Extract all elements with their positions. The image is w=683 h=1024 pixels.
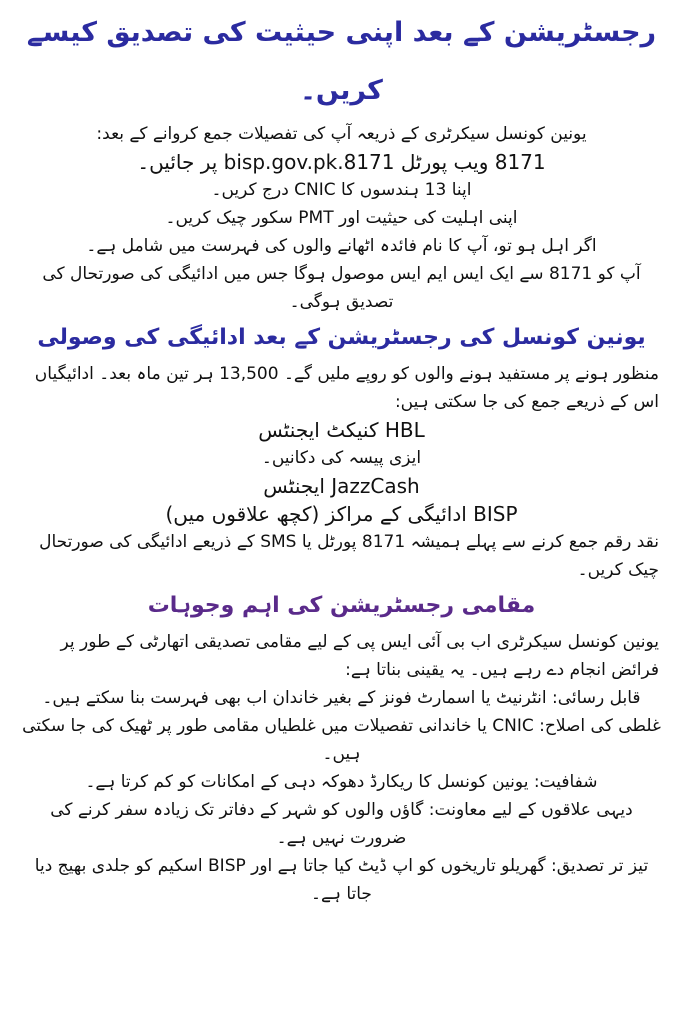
reason-transparency: شفافیت: یونین کونسل کا ریکارڈ دھوکہ دہی کے امکانات کو کم کرتا ہے۔ bbox=[85, 772, 598, 792]
status-check-step-cnic: اپنا 13 ہندسوں کا CNIC درج کریں۔ bbox=[211, 180, 472, 200]
section-title-payment: یونین کونسل کی رجسٹریشن کے بعد ادائیگی کی وصولی bbox=[37, 325, 646, 350]
section-title-local-registration: مقامی رجسٹریشن کی اہم وجوہات bbox=[147, 593, 536, 618]
status-check-step-pmt: اپنی اہلیت کی حیثیت اور PMT سکور چیک کریں۔ bbox=[165, 208, 518, 228]
status-check-step-eligible: اگر اہل ہو تو، آپ کا نام فائدہ اٹھانے والوں کی فہرست میں شامل ہے۔ bbox=[86, 236, 597, 256]
payment-channel-bisp-centers: BISP ادائیگی کے مراکز (کچھ علاقوں میں) bbox=[165, 502, 518, 526]
section-title-status-check: رجسٹریشن کے بعد اپنی حیثیت کی تصدیق کیسے کریں۔ bbox=[26, 17, 657, 106]
status-check-step-portal: 8171 ویب پورٹل bisp.gov.pk.8171 پر جائیں۔ bbox=[137, 150, 546, 174]
payment-note: نقد رقم جمع کرنے سے پہلے ہمیشہ 8171 پورٹل یا SMS کے ذریعے ادائیگی کی صورتحال چیک کریں۔ bbox=[39, 532, 659, 580]
status-check-step-sms: آپ کو 8171 سے ایک ایس ایم ایس موصول ہوگا جس میں ادائیگی کی صورتحال کی تصدیق ہوگی۔ bbox=[42, 264, 641, 312]
reason-error-correction: غلطی کی اصلاح: CNIC یا خاندانی تفصیلات میں غلطیاں مقامی طور پر ٹھیک کی جا سکتی ہیں۔ bbox=[22, 716, 661, 764]
payment-channel-jazzcash: JazzCash ایجنٹس bbox=[263, 474, 420, 498]
reason-fast-verification: تیز تر تصدیق: گھریلو تاریخوں کو اپ ڈیٹ کیا جاتا ہے اور BISP اسکیم کو جلدی بھیج دیا جاتا ہے۔ bbox=[34, 856, 649, 904]
status-check-intro: یونین کونسل سیکرٹری کے ذریعہ آپ کی تفصیلات جمع کروانے کے بعد: bbox=[96, 124, 587, 144]
reason-accessibility: قابل رسائی: انٹرنیٹ یا اسمارٹ فونز کے بغیر خاندان اب بھی فہرست بنا سکتے ہیں۔ bbox=[42, 688, 641, 708]
reason-rural-support: دیہی علاقوں کے لیے معاونت: گاؤں والوں کو شہر کے دفاتر تک زیادہ سفر کرنے کی ضرورت نہیں ہے۔ bbox=[50, 800, 633, 848]
local-registration-intro: یونین کونسل سیکرٹری اب بی آئی ایس پی کے لیے مقامی تصدیقی اتھارٹی کے طور پر فرائض انجام دے رہے ہیں۔ یہ یقینی بناتا ہے: bbox=[60, 632, 659, 680]
payment-channel-easypaisa: ایزی پیسہ کی دکانیں۔ bbox=[261, 448, 422, 468]
payment-channel-hbl: HBL کنیکٹ ایجنٹس bbox=[258, 418, 425, 442]
payment-intro: منظور ہونے پر مستفید ہونے والوں کو روپے ملیں گے۔ 13,500 ہر تین ماہ بعد۔ ادائیگیاں اس کے ذریعے جمع کی جا سکتی ہیں: bbox=[34, 364, 659, 412]
